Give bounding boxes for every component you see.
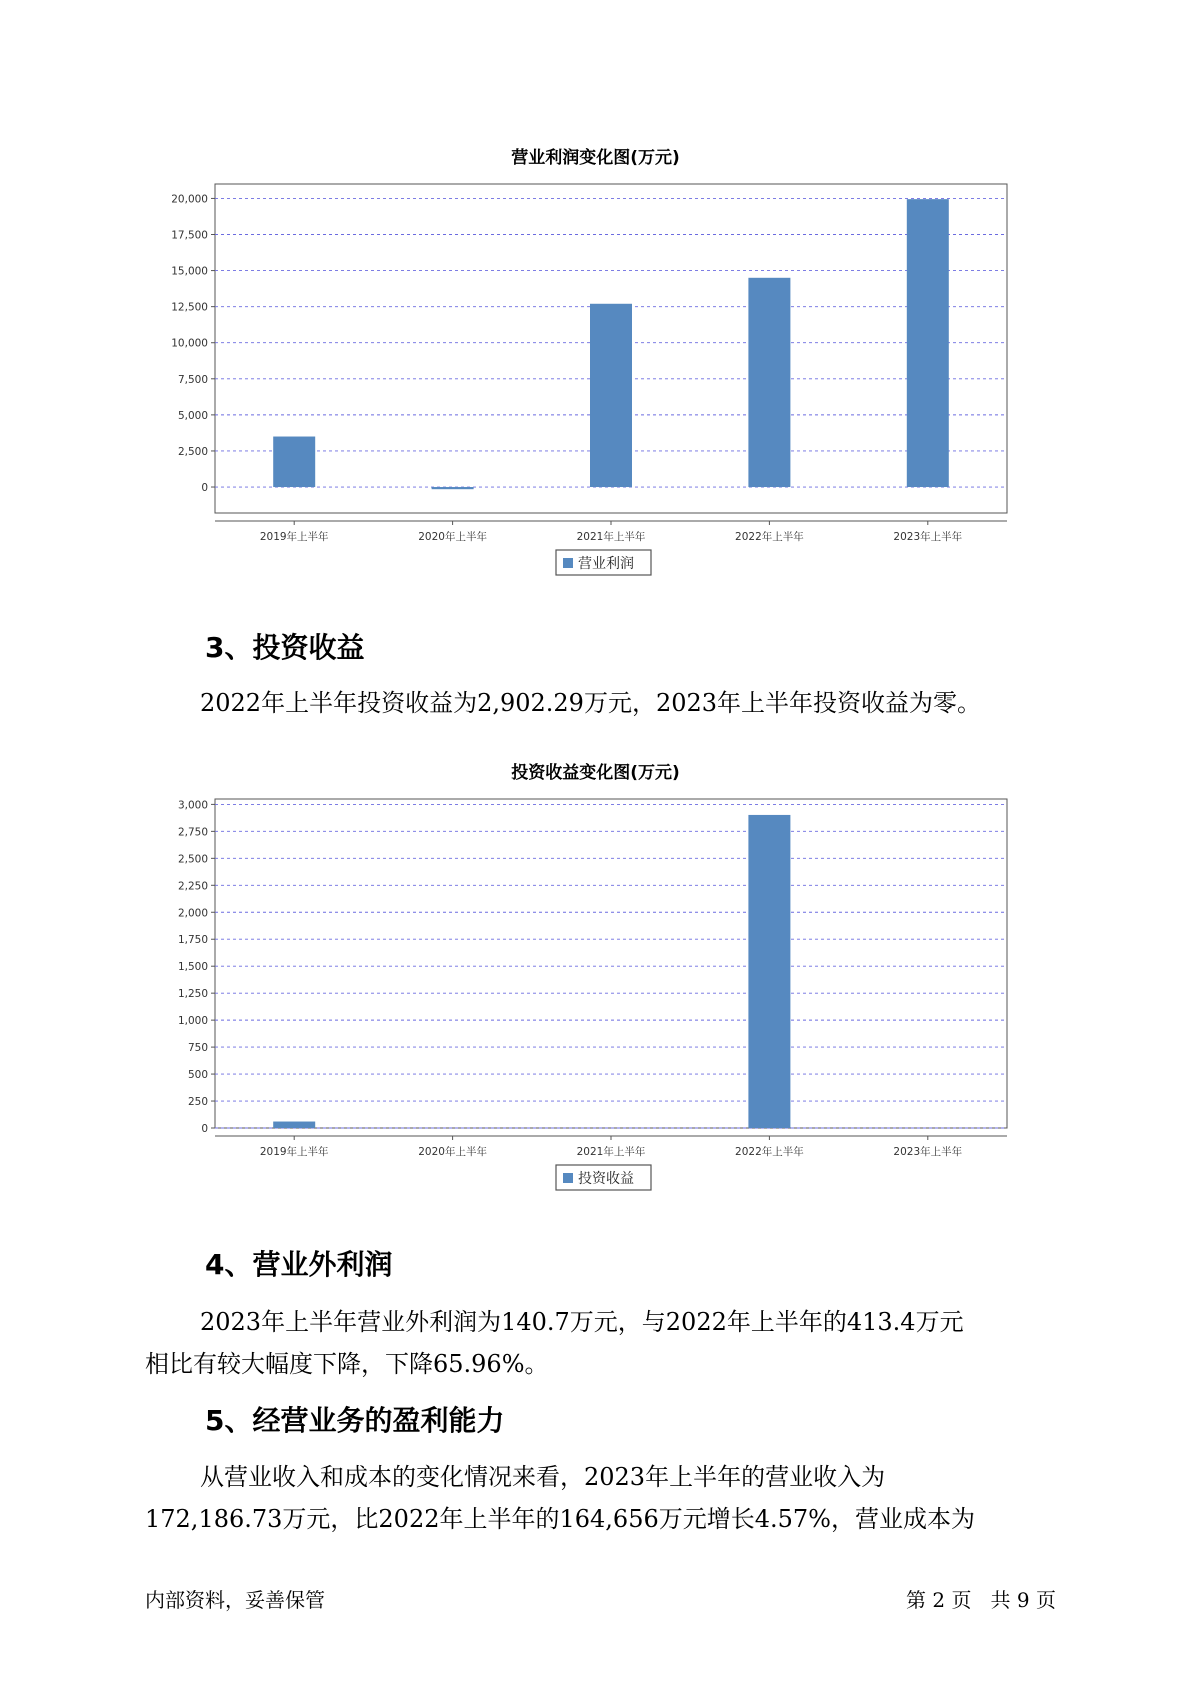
- bar: [907, 199, 949, 487]
- section-4-line-1: 2023年上半年营业外利润为140.7万元，与2022年上半年的413.4万元: [200, 1308, 964, 1336]
- y-tick-label: 7,500: [177, 373, 208, 386]
- y-tick-label: 5,000: [177, 409, 208, 422]
- y-tick-label: 0: [201, 1123, 208, 1135]
- section-5-line-2: 172,186.73万元，比2022年上半年的164,656万元增长4.57%，营业成本为: [145, 1505, 975, 1533]
- section-3-text: 2022年上半年投资收益为2,902.29万元，2023年上半年投资收益为零。: [200, 689, 982, 717]
- chart-title-investment-income: 投资收益变化图(万元): [511, 763, 680, 783]
- chart-title-operating-profit: 营业利润变化图(万元): [511, 148, 680, 168]
- y-tick-label: 12,500: [171, 301, 208, 314]
- y-tick-label: 2,000: [177, 907, 208, 920]
- legend: [556, 550, 651, 575]
- y-tick-label: 3,000: [177, 799, 208, 812]
- section-4-line-2: 相比有较大幅度下降，下降65.96%。: [145, 1350, 549, 1378]
- section-5-line-1: 从营业收入和成本的变化情况来看，2023年上半年的营业收入为: [200, 1463, 886, 1491]
- x-tick-label: 2022年上半年: [735, 531, 804, 543]
- y-tick-label: 250: [187, 1096, 208, 1109]
- y-tick-label: 750: [187, 1042, 208, 1055]
- footer-confidential-note: 内部资料，妥善保管: [145, 1588, 325, 1612]
- section-5-heading: 5、经营业务的盈利能力: [205, 1404, 505, 1437]
- y-tick-label: 10,000: [171, 337, 208, 350]
- section-4-paragraph: [145, 1301, 1055, 1385]
- legend-label: 营业利润: [578, 556, 634, 572]
- y-tick-label: 1,250: [177, 988, 208, 1001]
- legend: [556, 1165, 651, 1190]
- bar: [273, 1122, 315, 1128]
- section-5-paragraph: [145, 1456, 1055, 1540]
- x-tick-label: 2023年上半年: [893, 531, 963, 543]
- x-tick-label: 2020年上半年: [418, 1146, 487, 1158]
- y-tick-label: 2,750: [177, 826, 208, 839]
- plot-frame: [215, 799, 1007, 1128]
- bar: [273, 437, 315, 488]
- legend-swatch: [563, 558, 573, 568]
- section-3-heading: 3、投资收益: [205, 631, 365, 664]
- y-tick-label: 500: [187, 1069, 208, 1082]
- bar: [432, 487, 474, 489]
- bar: [748, 278, 790, 487]
- y-tick-label: 2,250: [177, 880, 208, 893]
- section-3-paragraph: [145, 682, 1055, 724]
- footer-page-number: 第 2 页 共 9 页: [906, 1588, 1056, 1612]
- bar: [590, 304, 632, 487]
- x-tick-label: 2021年上半年: [576, 1146, 646, 1158]
- y-tick-label: 17,500: [171, 229, 208, 242]
- legend-label: 投资收益: [578, 1171, 634, 1187]
- legend-swatch: [563, 1173, 573, 1183]
- y-tick-label: 1,750: [177, 934, 208, 947]
- x-tick-label: 2020年上半年: [418, 531, 487, 543]
- x-tick-label: 2022年上半年: [735, 1146, 804, 1158]
- y-tick-label: 20,000: [171, 193, 208, 206]
- y-tick-label: 2,500: [177, 445, 208, 458]
- y-tick-label: 15,000: [171, 265, 208, 278]
- x-tick-label: 2019年上半年: [259, 1146, 329, 1158]
- y-tick-label: 1,000: [177, 1015, 208, 1028]
- y-tick-label: 2,500: [177, 853, 208, 866]
- y-tick-label: 1,500: [177, 961, 208, 974]
- y-tick-label: 0: [201, 482, 208, 495]
- bar: [748, 815, 790, 1128]
- investment-income-chart: [0, 785, 1191, 1205]
- x-tick-label: 2023年上半年: [893, 1146, 963, 1158]
- section-4-heading: 4、营业外利润: [205, 1248, 393, 1281]
- x-tick-label: 2019年上半年: [259, 531, 329, 543]
- operating-profit-chart: [0, 170, 1191, 590]
- x-tick-label: 2021年上半年: [576, 531, 646, 543]
